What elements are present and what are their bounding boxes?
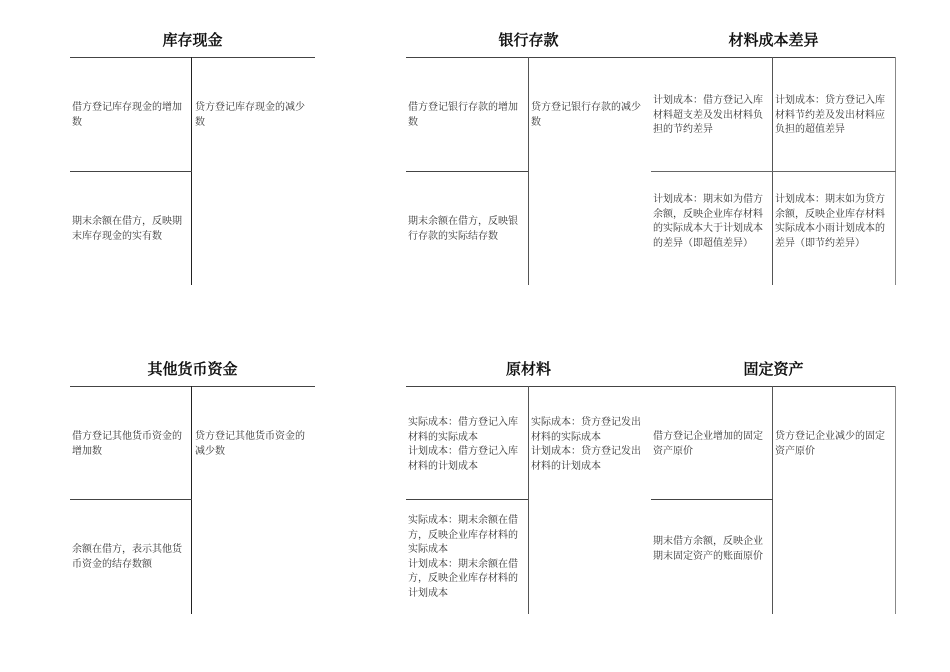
raw-materials-center-divider	[528, 386, 529, 614]
cash-credit-decrease: 贷方登记库存现金的减少数	[195, 102, 305, 128]
variance-account-title: 材料成本差异	[728, 31, 819, 49]
bank-center-divider	[528, 57, 529, 285]
other-funds-center-divider	[191, 386, 192, 614]
cash-top-rule	[70, 57, 315, 58]
cash-debit-increase: 借方登记库存现金的增加数	[72, 102, 182, 128]
fixed-assets-debit-increase: 借方登记企业增加的固定资产原价	[653, 431, 763, 457]
variance-credit: 计划成本：贷方登记入库材料节约差及发出材料应负担的超值差异	[775, 95, 885, 135]
bank-credit-decrease: 贷方登记银行存款的减少数	[531, 102, 641, 128]
variance-balance-rule	[651, 171, 896, 172]
other-funds-credit-decrease: 贷方登记其他货币资金的减少数	[195, 431, 305, 457]
fixed-assets-top-rule	[651, 386, 896, 387]
raw-materials-title: 原材料	[505, 360, 551, 378]
other-funds-debit-increase: 借方登记其他货币资金的增加数	[72, 431, 182, 457]
raw-materials-balance-rule	[406, 499, 528, 500]
fixed-assets-title: 固定资产	[743, 360, 804, 378]
variance-debit-balance: 计划成本：期末如为借方余额，反映企业库存材料的实际成本大于计划成本的差异（即超值差异）	[653, 194, 763, 249]
other-funds-top-rule	[70, 386, 315, 387]
variance-top-rule	[651, 57, 896, 58]
bank-balance-rule	[406, 171, 528, 172]
raw-materials-credit: 实际成本：贷方登记发出材料的实际成本 计划成本：贷方登记发出材料的计划成本	[531, 417, 641, 472]
bank-account-title: 银行存款	[498, 31, 559, 49]
fixed-assets-credit-decrease: 贷方登记企业减少的固定资产原价	[775, 431, 885, 457]
variance-credit-balance: 计划成本：期末如为贷方余额，反映企业库存材料实际成本小雨计划成本的差异（即节约差异）	[775, 194, 885, 249]
raw-materials-balance: 实际成本：期末余额在借方，反映企业库存材料的实际成本 计划成本：期末余额在借方，反映企业库存材料的计划成本	[408, 515, 518, 599]
other-funds-balance-rule	[70, 499, 192, 500]
bank-debit-increase: 借方登记银行存款的增加数	[408, 102, 518, 128]
variance-debit: 计划成本：借方登记入库材料超支差及发出材料负担的节约差异	[653, 95, 763, 135]
raw-materials-debit: 实际成本：借方登记入库材料的实际成本 计划成本：借方登记入库材料的计划成本	[408, 417, 518, 472]
cash-balance: 期末余额在借方，反映期末库存现金的实有数	[72, 216, 182, 242]
fixed-assets-balance: 期末借方余额，反映企业期末固定资产的账面原价	[653, 536, 763, 562]
cash-account-title: 库存现金	[162, 31, 223, 49]
cash-balance-rule	[70, 171, 192, 172]
bank-balance: 期末余额在借方，反映银行存款的实际结存数	[408, 216, 518, 242]
fixed-assets-center-divider	[772, 386, 773, 614]
fixed-assets-right-border	[895, 386, 896, 614]
other-funds-title: 其他货币资金	[147, 360, 238, 378]
fixed-assets-balance-rule	[651, 499, 773, 500]
other-funds-balance: 余额在借方，表示其他货币资金的结存数额	[72, 544, 182, 570]
